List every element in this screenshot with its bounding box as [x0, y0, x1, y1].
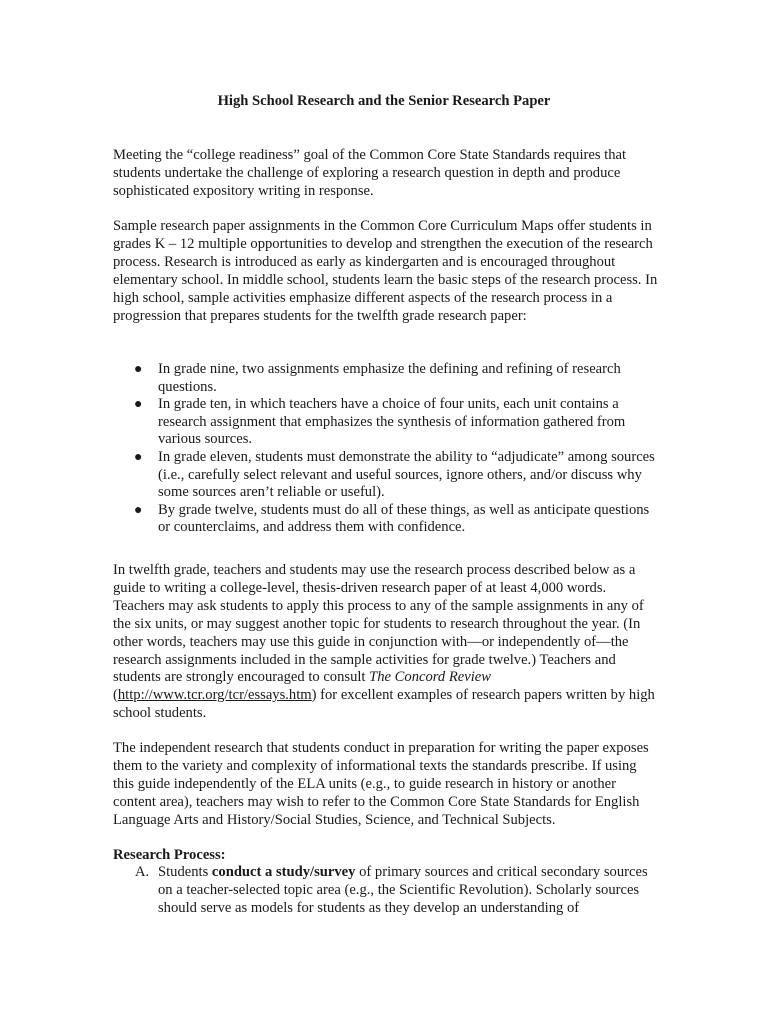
paragraph-intro: Meeting the “college readiness” goal of the Common Core State Standards requires that students undertake the challenge of exploring a research question in depth and produce sophisticated expository writing in response. — [113, 147, 627, 199]
bullet-text: In grade eleven, students must demonstrate the ability to “adjudicate” among sources (i.e., carefully select relevant and useful sources, ignore others, and/or discuss why some sources aren’t reliable or useful). — [158, 448, 655, 501]
bullet-icon: ● — [134, 502, 143, 518]
journal-title: The Concord Review — [369, 669, 491, 686]
bullet-text: By grade twelve, students must do all of these things, as well as anticipate questions or counterclaims, and address them with confidence. — [158, 501, 650, 536]
paragraph-text: ) for excellent examples of research papers written by high school students. — [113, 687, 655, 722]
step-bold-text: conduct a study/survey — [211, 864, 356, 880]
bullet-icon: ● — [134, 449, 143, 465]
step-text: Students — [158, 864, 212, 880]
step-marker: A. — [135, 864, 150, 880]
bullet-icon: ● — [134, 362, 143, 377]
bullet-text: In grade ten, in which teachers have a choice of four units, each unit contains a research assignment that emphasizes the synthesis of information gathered from various sources. — [158, 396, 626, 448]
paragraph-twelfth-grade — [113, 562, 661, 723]
bullet-item — [113, 502, 661, 537]
bullet-item — [113, 361, 661, 396]
grade-bullet-list — [113, 361, 661, 537]
bullet-item — [113, 449, 661, 502]
page-title: High School Research and the Senior Research Paper — [217, 93, 551, 109]
research-process-heading: Research Process: — [113, 847, 226, 863]
step-text: of primary sources and critical secondary sources on a teacher-selected topic area (e.g., the Scientific Revolution). Scholarly sources should serve as models for students as they develop an understanding of — [158, 864, 648, 916]
bullet-text: In grade nine, two assignments emphasize the defining and refining of research questions. — [158, 361, 621, 395]
paragraph-independent-research: The independent research that students conduct in preparation for writing the paper exposes them to the variety and complexity of informational texts the standards prescribe. If using this guide independently of the ELA units (e.g., to guide research in history or another content area), teachers may wish to refer to the Common Core State Standards for English Language Arts and History/Social Studies, Science, and Technical Subjects. — [113, 740, 649, 828]
paragraph-text: In twelfth grade, teachers and students may use the research process described below as a guide to writing a college-level, thesis-driven research paper of at least 4,000 words. Teachers may ask students to apply this process to any of the sample assignments in any of the six units, or may suggest another topic for students to research throughout the year. (In other words, teachers may use this guide in conjunction with—or independently of—the research assignments included in the sample activities for grade twelve.) Teachers and students are strongly encouraged to consult — [113, 562, 644, 686]
paragraph-text: ( — [113, 687, 118, 704]
bullet-icon: ● — [134, 397, 143, 413]
concord-review-link[interactable]: http://www.tcr.org/tcr/essays.htm — [117, 687, 312, 704]
research-process-steps — [113, 864, 661, 918]
bullet-item — [113, 396, 661, 449]
paragraph-curriculum-maps: Sample research paper assignments in the Common Core Curriculum Maps offer students in grades K – 12 multiple opportunities to develop and strengthen the execution of the research process. Research is introduced as early as kindergarten and is encouraged throughout elementary school. In middle school, students learn the basic steps of the research process. In high school, sample activities emphasize different aspects of the research process in a progression that prepares students for the twelfth grade research paper: — [113, 218, 658, 324]
step-item — [113, 864, 661, 918]
